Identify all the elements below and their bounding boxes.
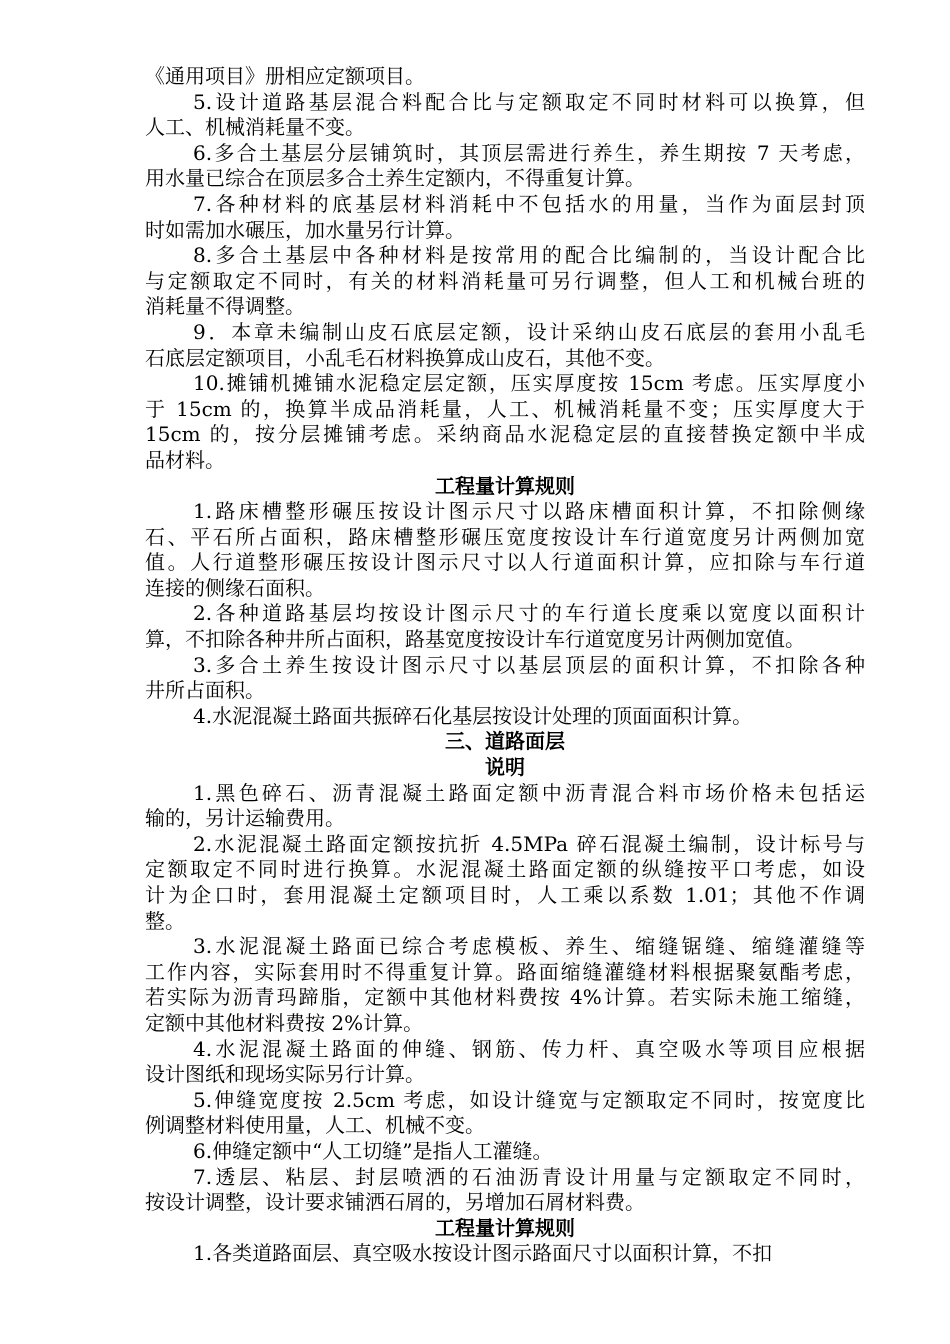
heading-quantity-rules-1: 工程量计算规则 bbox=[435, 473, 575, 498]
text-line: 石底层定额项目，小乱毛石材料换算成山皮石，其他不变。 bbox=[145, 345, 665, 370]
paragraph-surface-3 bbox=[145, 934, 865, 1036]
text-line: 工作内容，实际套用时不得重复计算。路面缩缝灌缝材料根据聚氨酯考虑， bbox=[145, 959, 865, 984]
heading-quantity-rules-2: 工程量计算规则 bbox=[435, 1215, 575, 1240]
text-line: 1.黑色碎石、沥青混凝土路面定额中沥青混合料市场价格未包括运 bbox=[193, 780, 865, 805]
text-line: 5.伸缝宽度按 2.5cm 考虑，如设计缝宽与定额取定不同时，按宽度比 bbox=[193, 1087, 865, 1112]
text-line: 10.摊铺机摊铺水泥稳定层定额，压实厚度按 15cm 考虑。压实厚度小 bbox=[193, 371, 865, 396]
text-line: 《通用项目》册相应定额项目。 bbox=[145, 64, 425, 88]
text-line: 3.水泥混凝土路面已综合考虑模板、养生、缩缝锯缝、缩缝灌缝等 bbox=[193, 934, 865, 959]
paragraph-rule-3 bbox=[145, 653, 865, 704]
text-line: 7.各种材料的底基层材料消耗中不包括水的用量，当作为面层封顶 bbox=[193, 191, 865, 216]
text-line: 15cm 的，按分层摊铺考虑。采纳商品水泥稳定层的直接替换定额中半成 bbox=[145, 422, 865, 447]
text-line: 9．本章未编制山皮石底层定额，设计采纳山皮石底层的套用小乱毛 bbox=[193, 319, 865, 344]
text-line: 与定额取定不同时，有关的材料消耗量可另行调整，但人工和机械台班的 bbox=[145, 268, 865, 293]
text-line: 值。人行道整形碾压按设计图示尺寸以人行道面积计算，应扣除与车行道 bbox=[145, 550, 865, 575]
text-line: 井所占面积。 bbox=[145, 678, 265, 703]
paragraph-intro-tail bbox=[145, 64, 865, 90]
text-line: 于 15cm 的，换算半成品消耗量，人工、机械消耗量不变；压实厚度大于 bbox=[145, 396, 865, 421]
paragraph-item-7 bbox=[145, 192, 865, 243]
paragraph-item-9 bbox=[145, 320, 865, 371]
text-line: 1.路床槽整形碾压按设计图示尺寸以路床槽面积计算，不扣除侧缘 bbox=[193, 499, 865, 524]
text-line: 整。 bbox=[145, 908, 185, 933]
text-line: 定额取定不同时进行换算。水泥混凝土路面定额的纵缝按平口考虑，如设 bbox=[145, 857, 865, 882]
paragraph-item-6 bbox=[145, 141, 865, 192]
text-line: 5.设计道路基层混合料配合比与定额取定不同时材料可以换算，但 bbox=[193, 89, 865, 114]
text-line: 7.透层、粘层、封层喷洒的石油沥青设计用量与定额取定不同时， bbox=[193, 1164, 865, 1189]
text-line: 6.多合土基层分层铺筑时，其顶层需进行养生，养生期按 7 天考虑， bbox=[193, 140, 865, 165]
heading-explanation: 说明 bbox=[485, 755, 525, 780]
text-line: 连接的侧缘石面积。 bbox=[145, 575, 325, 600]
text-line: 2.各种道路基层均按设计图示尺寸的车行道长度乘以宽度以面积计 bbox=[193, 601, 865, 626]
text-line: 8.多合土基层中各种材料是按常用的配合比编制的，当设计配合比 bbox=[193, 243, 865, 268]
paragraph-rule-4 bbox=[145, 704, 865, 730]
paragraph-surface-rule-1 bbox=[145, 1241, 865, 1267]
text-line: 例调整材料使用量，人工、机械不变。 bbox=[145, 1113, 485, 1138]
text-line: 输的，另计运输费用。 bbox=[145, 806, 345, 831]
text-line: 用水量已综合在顶层多合土养生定额内，不得重复计算。 bbox=[145, 166, 645, 191]
text-line: 1.各类道路面层、真空吸水按设计图示路面尺寸以面积计算，不扣 bbox=[193, 1241, 773, 1266]
text-line: 时如需加水碾压，加水量另行计算。 bbox=[145, 217, 465, 242]
text-line: 计为企口时，套用混凝土定额项目时，人工乘以系数 1.01；其他不作调 bbox=[145, 883, 865, 907]
text-line: 3.多合土养生按设计图示尺寸以基层顶层的面积计算，不扣除各种 bbox=[193, 652, 865, 677]
text-line: 算，不扣除各种井所占面积，路基宽度按设计车行道宽度另计两侧加宽值。 bbox=[145, 627, 805, 652]
paragraph-item-10 bbox=[145, 371, 865, 473]
text-line: 4.水泥混凝土路面共振碎石化基层按设计处理的顶面面积计算。 bbox=[193, 703, 753, 728]
paragraph-surface-2 bbox=[145, 832, 865, 934]
text-line: 2.水泥混凝土路面定额按抗折 4.5MPa 碎石混凝土编制，设计标号与 bbox=[193, 831, 865, 856]
text-line: 品材料。 bbox=[145, 447, 225, 472]
paragraph-surface-5 bbox=[145, 1088, 865, 1139]
text-line: 设计图纸和现场实际另行计算。 bbox=[145, 1062, 425, 1087]
paragraph-rule-2 bbox=[145, 601, 865, 652]
text-line: 人工、机械消耗量不变。 bbox=[145, 115, 365, 140]
text-line: 按设计调整，设计要求铺洒石屑的，另增加石屑材料费。 bbox=[145, 1190, 645, 1215]
text-line: 6.伸缝定额中“人工切缝”是指人工灌缝。 bbox=[193, 1138, 553, 1163]
text-line: 石、平石所占面积，路床槽整形碾压宽度按设计车行道宽度另计两侧加宽 bbox=[145, 524, 865, 549]
paragraph-surface-6 bbox=[145, 1139, 865, 1165]
paragraph-rule-1 bbox=[145, 499, 865, 601]
text-line: 若实际为沥青玛蹄脂，定额中其他材料费按 4%计算。若实际未施工缩缝， bbox=[145, 985, 865, 1010]
heading-section-3: 三、道路面层 bbox=[445, 729, 565, 754]
paragraph-surface-1 bbox=[145, 781, 865, 832]
text-line: 消耗量不得调整。 bbox=[145, 294, 305, 319]
text-line: 定额中其他材料费按 2%计算。 bbox=[145, 1010, 424, 1035]
text-line: 4.水泥混凝土路面的伸缝、钢筋、传力杆、真空吸水等项目应根据 bbox=[193, 1036, 865, 1061]
paragraph-item-5 bbox=[145, 90, 865, 141]
document-page bbox=[145, 64, 865, 1267]
paragraph-surface-7 bbox=[145, 1165, 865, 1216]
paragraph-surface-4 bbox=[145, 1037, 865, 1088]
paragraph-item-8 bbox=[145, 243, 865, 320]
